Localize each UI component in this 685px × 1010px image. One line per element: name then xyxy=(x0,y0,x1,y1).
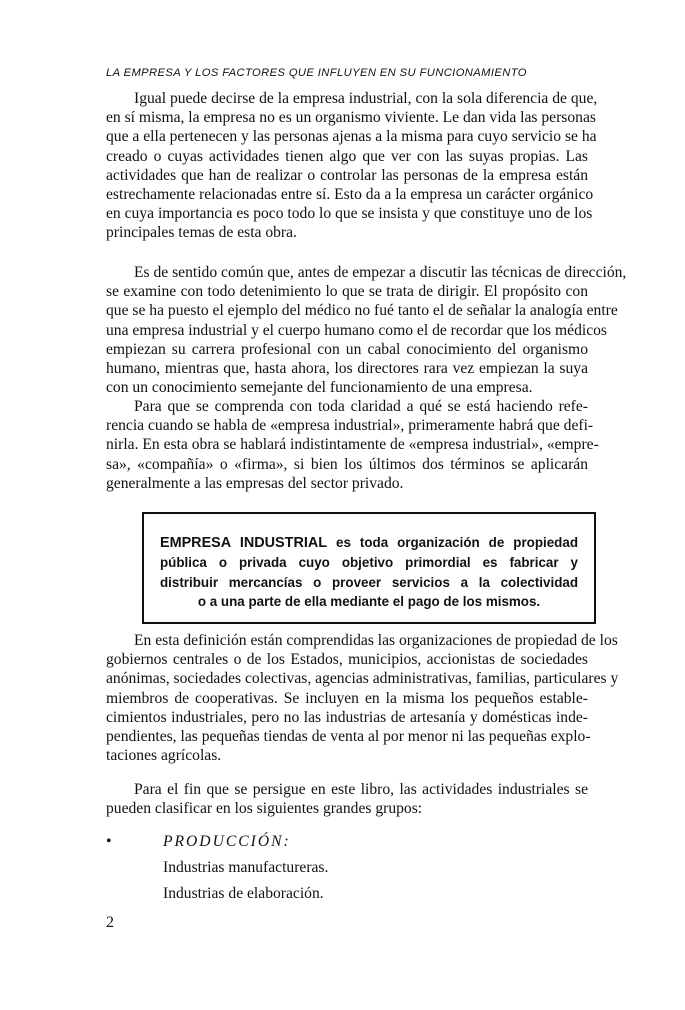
definition-line: distribuir mercancías o proveer servicios a la colectividad xyxy=(160,574,578,590)
text-line: anónimas, sociedades colectivas, agencias administrativas, familias, particulares y xyxy=(106,670,619,688)
list-item: Industrias manufactureras. xyxy=(163,859,329,876)
text-line: sa», «compañía» o «firma», si bien los últimos dos términos se aplicarán xyxy=(106,455,588,473)
list-item: Industrias de elaboración. xyxy=(163,885,324,902)
list-heading: PRODUCCIÓN: xyxy=(163,833,291,850)
text-line: En esta definición están comprendidas las organizaciones de propiedad de los xyxy=(134,632,618,649)
text-line: Para que se comprenda con toda claridad a qué se está haciendo refe- xyxy=(134,398,588,415)
text-line: con un conocimiento semejante del funcionamiento de una empresa. xyxy=(106,379,533,397)
page-number: 2 xyxy=(106,914,114,931)
paragraph-3 xyxy=(106,397,599,493)
text-line: humano, mientras que, hasta ahora, los directores rara vez empiezan la suya xyxy=(106,360,588,378)
text-line: creado o cuyas actividades tienen algo que ver con las suyas propias. Las xyxy=(106,147,588,165)
text-line: Igual puede decirse de la empresa industrial, con la sola diferencia de que, xyxy=(134,90,598,107)
text-line: Para el fin que se persigue en este libro, las actividades industriales se xyxy=(134,781,588,798)
paragraph-5 xyxy=(106,780,588,818)
running-header: LA EMPRESA Y LOS FACTORES QUE INFLUYEN EN SU FUNCIONAMIENTO xyxy=(106,67,527,79)
text-line: gobiernos centrales o de los Estados, municipios, accionistas de sociedades xyxy=(106,651,588,669)
text-line: cimientos industriales, pero no las industrias de artesanía y domésticas inde- xyxy=(106,708,588,726)
text-line: miembros de cooperativas. Se incluyen en la misma los pequeños estable- xyxy=(106,689,588,707)
definition-text: es toda organización de propiedad xyxy=(327,535,578,550)
text-line: pendientes, las pequeñas tiendas de venta al por menor ni las pequeñas explo- xyxy=(106,728,591,746)
definition-line: pública o privada cuyo objetivo primordial es fabricar y xyxy=(160,555,578,571)
definition-term: EMPRESA INDUSTRIAL xyxy=(160,535,328,551)
text-line: actividades que han de realizar o controlar las personas de la empresa están xyxy=(106,166,588,184)
text-line: empiezan su carrera profesional con un cabal conocimiento del organismo xyxy=(106,340,588,358)
paragraph-2 xyxy=(106,263,627,397)
text-line: que se ha puesto el ejemplo del médico no fué tanto el de señalar la analogía entre xyxy=(106,302,618,320)
definition-line: o a una parte de ella mediante el pago de los mismos. xyxy=(197,593,541,609)
text-line: rencia cuando se habla de «empresa industrial», primeramente habrá que defi- xyxy=(106,417,594,435)
paragraph-1 xyxy=(106,89,598,243)
text-line: principales temas de esta obra. xyxy=(106,224,297,242)
text-line: nirla. En esta obra se hablará indistintamente de «empresa industrial», «empre- xyxy=(106,436,599,454)
text-line: que a ella pertenecen y las personas ajenas a la misma para cuyo servicio se ha xyxy=(106,128,597,146)
text-line: en cuya importancia es poco todo lo que se insista y que constituye uno de los xyxy=(106,205,593,223)
text-line: Es de sentido común que, antes de empezar a discutir las técnicas de dirección, xyxy=(134,264,627,281)
paragraph-4 xyxy=(106,631,619,765)
bullet-icon: • xyxy=(106,833,112,850)
text-line: una empresa industrial y el cuerpo humano como el de recordar que los médicos xyxy=(106,321,607,339)
definition-box xyxy=(142,512,596,624)
text-line: pueden clasificar en los siguientes grandes grupos: xyxy=(106,800,423,818)
text-line: en sí misma, la empresa no es un organismo viviente. Le dan vida las personas xyxy=(106,109,596,127)
text-line: se examine con todo detenimiento lo que se trata de dirigir. El propósito con xyxy=(106,283,588,301)
text-line: taciones agrícolas. xyxy=(106,747,222,765)
text-line: estrechamente relacionadas entre sí. Esto da a la empresa un carácter orgánico xyxy=(106,186,594,204)
definition-line xyxy=(160,533,578,553)
text-line: generalmente a las empresas del sector privado. xyxy=(106,474,404,492)
